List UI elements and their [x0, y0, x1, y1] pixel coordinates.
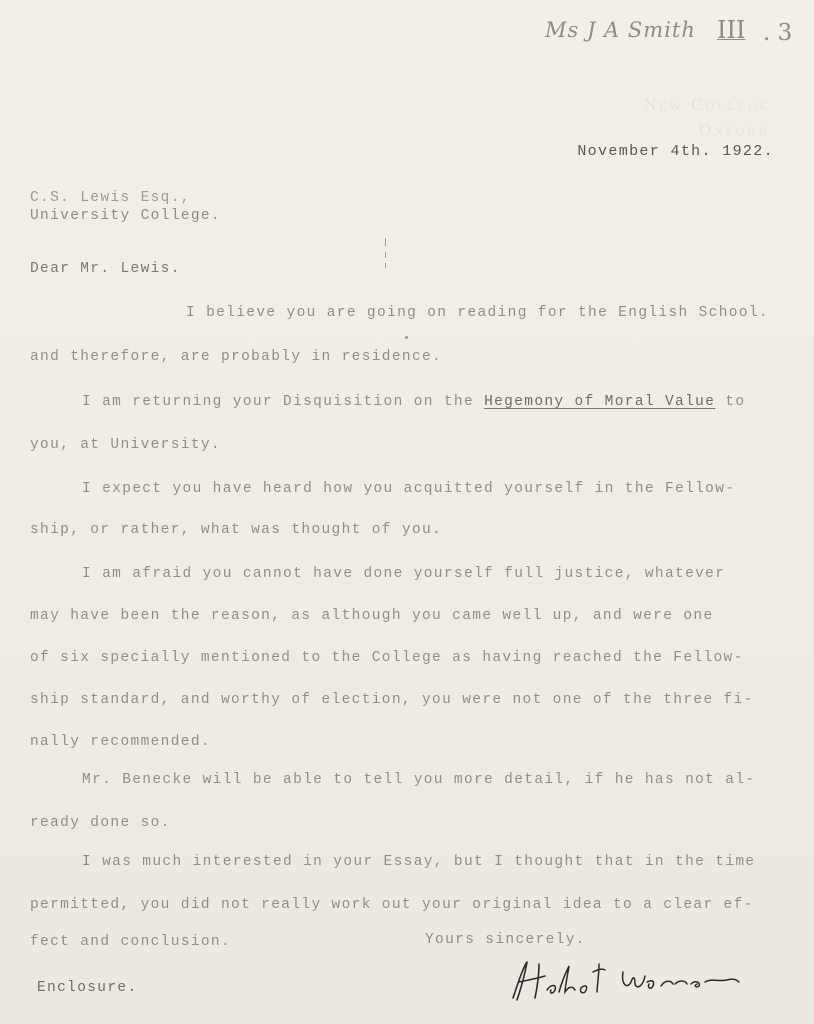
paragraph-line: I expect you have heard how you acquitted yourself in the Fellow-	[82, 481, 736, 497]
paragraph-line: you, at University.	[30, 437, 221, 453]
letter-date: November 4th. 1922.	[577, 143, 774, 160]
paragraph-line: permitted, you did not really work out your original idea to a clear ef-	[30, 897, 754, 913]
paragraph-line: may have been the reason, as although you came well up, and were one	[30, 608, 714, 624]
text-fragment: I am returning your Disquisition on the	[82, 394, 485, 410]
text-fragment: to	[715, 394, 746, 410]
recipient-name: C.S. Lewis Esq.,	[30, 190, 191, 206]
margin-mark	[384, 238, 387, 268]
paragraph-line: ready done so.	[30, 815, 171, 831]
archive-reference-mark	[545, 12, 795, 52]
archive-ref-text: Ms J A Smith	[545, 18, 696, 42]
handwritten-signature	[505, 958, 745, 1004]
paragraph-line: of six specially mentioned to the College as having reached the Fellow-	[30, 650, 744, 666]
paragraph-line: nally recommended.	[30, 734, 211, 750]
ink-speck	[405, 336, 408, 339]
paragraph-line-with-title	[82, 394, 745, 410]
letterhead-city: Oxford	[699, 120, 770, 139]
paragraph-line: ship, or rather, what was thought of you.	[30, 522, 443, 538]
recipient-institution: University College.	[30, 208, 221, 224]
paragraph-line: fect and conclusion.	[30, 934, 232, 950]
enclosure-note: Enclosure.	[37, 980, 138, 996]
paragraph-line: and therefore, are probably in residence.	[30, 349, 443, 365]
essay-title-underlined: Hegemony of Moral Value	[484, 394, 716, 410]
salutation: Dear Mr. Lewis.	[30, 261, 181, 277]
paragraph-line: I believe you are going on reading for the English School.	[186, 305, 769, 321]
paragraph-line: I am afraid you cannot have done yourself full justice, whatever	[82, 566, 726, 582]
letterhead-college: New College	[643, 95, 770, 114]
closing-phrase: Yours sincerely.	[425, 932, 586, 948]
archive-folio: . 3	[763, 20, 793, 46]
archive-volume: III	[717, 16, 746, 44]
paragraph-line: Mr. Benecke will be able to tell you more detail, if he has not al-	[82, 772, 756, 788]
paragraph-line: ship standard, and worthy of election, you were not one of the three fi-	[30, 692, 754, 708]
embossed-letterhead	[644, 92, 770, 142]
paragraph-line: I was much interested in your Essay, but I thought that in the time	[82, 854, 756, 870]
